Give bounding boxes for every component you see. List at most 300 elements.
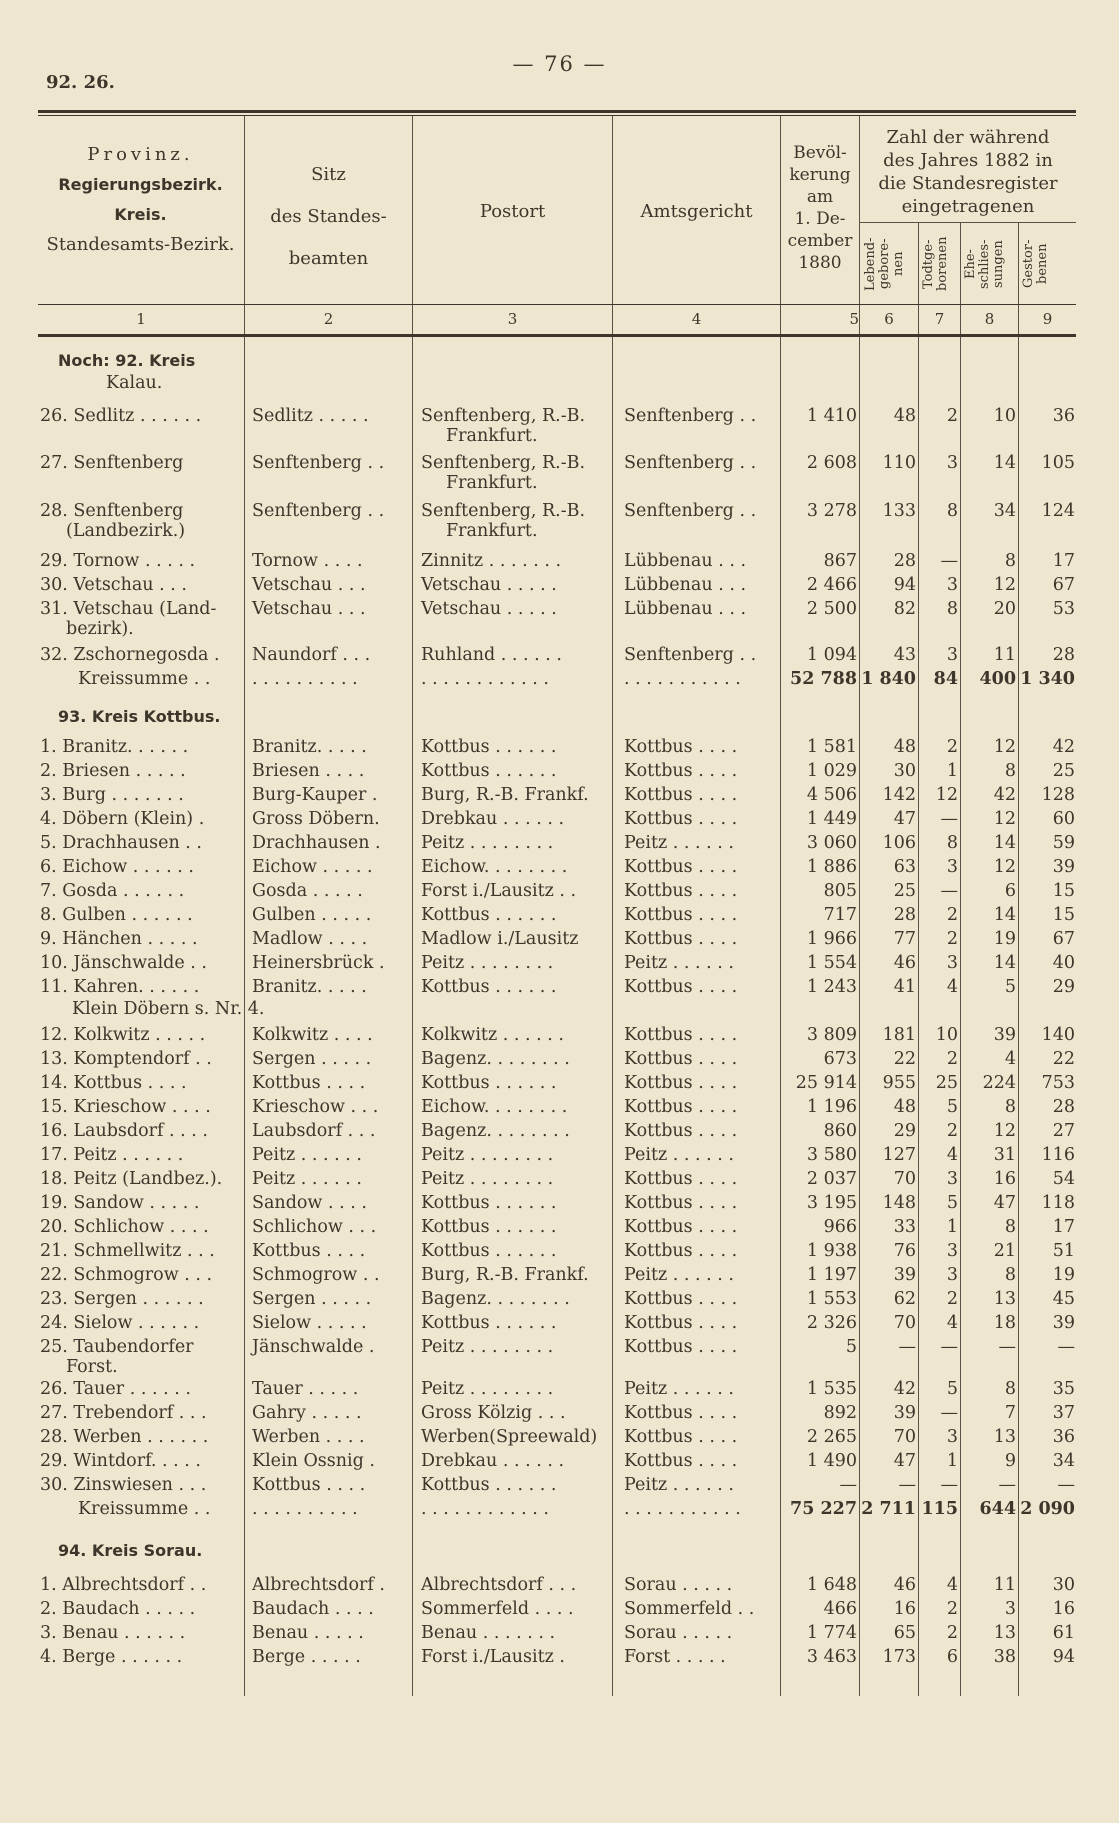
sum-cell: 84: [933, 669, 958, 689]
table-cell: Kottbus . . . .: [252, 1475, 366, 1495]
header-province-l3: Kreis.: [114, 205, 167, 224]
table-cell: 2 037: [806, 1169, 857, 1189]
table-cell: 28: [893, 551, 916, 571]
table-cell: 8. Gulben . . . . . .: [40, 905, 193, 925]
table-cell: Krieschow . . .: [252, 1097, 379, 1117]
header-todtgeborene: Todtge-borenen: [921, 236, 950, 292]
table-cell: 1 554: [806, 953, 857, 973]
table-cell: 7. Gosda . . . . . .: [40, 881, 185, 901]
table-cell: Kottbus . . . .: [624, 857, 738, 877]
table-cell: 8: [946, 833, 958, 853]
table-cell: —: [898, 1337, 916, 1357]
table-cell: 36: [1052, 406, 1075, 426]
table-cell: 118: [1041, 1193, 1075, 1213]
table-cell: 4: [946, 1575, 958, 1595]
header-bev-l4: 1. De-: [794, 209, 846, 229]
table-cell: 29. Tornow . . . . .: [40, 551, 196, 571]
header-bev-l3: am: [806, 187, 834, 207]
section-heading: Noch: 92. Kreis: [58, 351, 196, 370]
table-cell: 3: [946, 1427, 958, 1447]
table-cell: Senftenberg . .: [624, 645, 757, 665]
table-cell: 30: [1052, 1575, 1075, 1595]
header-sitz-l2: des Standes-: [270, 206, 387, 227]
table-cell: 2 608: [806, 453, 857, 473]
table-cell: 18. Peitz (Landbez.).: [40, 1169, 223, 1189]
table-cell: Gross Kölzig . . .: [421, 1403, 566, 1423]
header-bev-l5: cember: [787, 231, 853, 251]
table-cell: 25: [1052, 761, 1075, 781]
table-cell: Kottbus . . . . . .: [421, 1313, 557, 1333]
table-cell: 47: [893, 809, 916, 829]
sum-cell: 52 788: [790, 669, 857, 689]
table-cell: 67: [1052, 575, 1075, 595]
table-cell: 1 243: [806, 977, 857, 997]
header-province-l1: Provinz.: [87, 144, 194, 165]
table-cell: 12: [993, 737, 1016, 757]
table-cell: 1 553: [806, 1289, 857, 1309]
table-cell: 673: [823, 1049, 857, 1069]
table-cell: 23. Sergen . . . . . .: [40, 1289, 204, 1309]
table-cell: 7: [1004, 1403, 1016, 1423]
header-lebendgeborene: Lebend-gebore-nen: [863, 237, 906, 291]
column-number: 9: [1042, 310, 1053, 328]
table-cell: 32. Zschornegosda .: [40, 645, 220, 665]
table-cell: 16: [893, 1599, 916, 1619]
table-cell: 36: [1052, 1427, 1075, 1447]
table-cell: Senftenberg . .: [252, 453, 385, 473]
table-cell: 4: [946, 1313, 958, 1333]
table-cell: —: [940, 881, 958, 901]
table-cell: 19. Sandow . . . . .: [40, 1193, 200, 1213]
table-cell: 21. Schmellwitz . . .: [40, 1241, 215, 1261]
table-cell: 8: [1004, 1097, 1016, 1117]
column-divider: [612, 116, 613, 1696]
table-cell: 12: [993, 857, 1016, 877]
table-cell: Vetschau . . . . .: [421, 575, 557, 595]
table-cell: 224: [982, 1073, 1016, 1093]
table-cell: Kottbus . . . .: [624, 1403, 738, 1423]
table-cell: Kottbus . . . .: [624, 1241, 738, 1261]
table-cell: 2 265: [806, 1427, 857, 1447]
table-cell: 8: [1004, 1217, 1016, 1237]
table-cell: Kottbus . . . .: [624, 1337, 738, 1357]
table-cell: 14: [993, 905, 1016, 925]
table-cell: 14: [993, 833, 1016, 853]
table-cell: 19: [993, 929, 1016, 949]
table-cell: Kottbus . . . . . .: [421, 1217, 557, 1237]
table-cell: Sommerfeld . . . .: [421, 1599, 574, 1619]
table-cell: 17: [1052, 551, 1075, 571]
table-cell: 31: [993, 1145, 1016, 1165]
table-cell: 28: [893, 905, 916, 925]
table-cell: Peitz . . . . . .: [252, 1169, 362, 1189]
table-cell: Branitz. . . . .: [252, 977, 367, 997]
table-cell: 105: [1041, 453, 1075, 473]
table-cell: 31. Vetschau (Land-: [40, 599, 217, 619]
header-gestorbene: Gestor-benen: [1021, 239, 1050, 289]
table-cell: 34: [993, 501, 1016, 521]
table-cell: 4. Döbern (Klein) .: [40, 809, 205, 829]
table-cell: 1 774: [806, 1623, 857, 1643]
table-cell: 3: [946, 1169, 958, 1189]
table-cell: Kottbus . . . .: [624, 1313, 738, 1333]
table-cell: 47: [893, 1451, 916, 1471]
table-cell: Gosda . . . . .: [252, 881, 363, 901]
table-cell: 15: [1052, 881, 1075, 901]
section-heading: 94. Kreis Sorau.: [58, 1541, 203, 1560]
table-cell: Kottbus . . . .: [252, 1073, 366, 1093]
table-cell: Klein Ossnig .: [252, 1451, 375, 1471]
table-cell-continuation: (Landbezirk.): [66, 521, 186, 541]
table-cell: 1: [946, 1451, 958, 1471]
table-cell: 10: [993, 406, 1016, 426]
table-cell: 94: [1052, 1647, 1075, 1667]
table-cell: Kottbus . . . .: [624, 737, 738, 757]
table-cell: 4: [946, 977, 958, 997]
header-bev-l2: kerung: [789, 165, 851, 185]
table-cell: 5: [1004, 977, 1016, 997]
table-cell: 3 463: [806, 1647, 857, 1667]
table-cell: 1 490: [806, 1451, 857, 1471]
table-cell: 29. Wintdorf. . . . .: [40, 1451, 201, 1471]
table-cell: Kottbus . . . .: [624, 809, 738, 829]
table-cell: 5: [845, 1337, 857, 1357]
table-cell: Kottbus . . . . . .: [421, 761, 557, 781]
sum-cell: . . . . . . . . . .: [252, 669, 358, 689]
table-cell: 13: [993, 1289, 1016, 1309]
table-cell: Benau . . . . . . .: [421, 1623, 556, 1643]
table-cell: 43: [893, 645, 916, 665]
header-bev-l1: Bevöl-: [793, 143, 847, 163]
header-postort: Postort: [479, 201, 546, 222]
table-cell: Kottbus . . . .: [252, 1241, 366, 1261]
table-cell: Eichow . . . . .: [252, 857, 373, 877]
table-cell: 1 886: [806, 857, 857, 877]
sum-cell: 115: [921, 1499, 958, 1519]
table-cell: 35: [1052, 1379, 1075, 1399]
table-cell: 77: [893, 929, 916, 949]
table-cell: Lübbenau . . .: [624, 551, 747, 571]
table-cell: 21: [993, 1241, 1016, 1261]
table-cell: Kottbus . . . .: [624, 1217, 738, 1237]
header-rule: [38, 304, 1076, 305]
table-cell: 24. Sielow . . . . . .: [40, 1313, 200, 1333]
table-cell: Peitz . . . . . . . .: [421, 1379, 554, 1399]
header-zahl-l2: des Jahres 1882 in: [883, 150, 1053, 171]
table-cell: Berge . . . . .: [252, 1647, 361, 1667]
table-cell: Werben(Spreewald): [421, 1427, 598, 1447]
table-cell: Kottbus . . . .: [624, 761, 738, 781]
table-cell: 40: [1052, 953, 1075, 973]
table-cell: 466: [823, 1599, 857, 1619]
table-cell: 6. Eichow . . . . . .: [40, 857, 194, 877]
table-cell: Kottbus . . . . . .: [421, 1193, 557, 1213]
table-cell: 1 648: [806, 1575, 857, 1595]
table-cell: 11: [993, 1575, 1016, 1595]
table-cell: Peitz . . . . . . . .: [421, 1145, 554, 1165]
table-cell: 3: [946, 1241, 958, 1261]
table-cell: Sommerfeld . .: [624, 1599, 755, 1619]
table-cell: Peitz . . . . . .: [624, 1475, 734, 1495]
table-cell: 30: [893, 761, 916, 781]
table-cell: Peitz . . . . . .: [624, 833, 734, 853]
table-cell: Kottbus . . . . . .: [421, 1475, 557, 1495]
table-cell: 48: [893, 737, 916, 757]
table-cell: 5. Drachhausen . .: [40, 833, 202, 853]
table-cell: 16. Laubsdorf . . . .: [40, 1121, 208, 1141]
table-cell: 181: [882, 1025, 916, 1045]
table-cell: Lübbenau . . .: [624, 575, 747, 595]
table-cell: 15. Krieschow . . . .: [40, 1097, 211, 1117]
table-cell-continuation: Forst.: [66, 1357, 118, 1377]
table-cell-continuation: Frankfurt.: [446, 521, 538, 541]
table-cell: 2: [946, 905, 958, 925]
table-cell: 3: [946, 857, 958, 877]
table-cell: Burg, R.-B. Frankf.: [421, 785, 589, 805]
table-cell: Kolkwitz . . . . . .: [421, 1025, 564, 1045]
column-number: 6: [884, 310, 894, 328]
table-cell: 47: [993, 1193, 1016, 1213]
table-cell: 10: [935, 1025, 958, 1045]
table-cell: Kottbus . . . . . .: [421, 737, 557, 757]
header-bev-l6: 1880: [798, 253, 842, 273]
table-cell: 3 580: [806, 1145, 857, 1165]
table-cell: Kottbus . . . .: [624, 905, 738, 925]
page-reference: 92. 26.: [46, 72, 115, 93]
table-cell: 61: [1052, 1623, 1075, 1643]
table-cell: 10. Jänschwalde . .: [40, 953, 207, 973]
column-number: 4: [691, 310, 702, 328]
table-cell: Kottbus . . . .: [624, 1193, 738, 1213]
table-cell: 133: [882, 501, 916, 521]
table-cell: Madlow . . . .: [252, 929, 368, 949]
top-rule: [38, 110, 1076, 116]
table-cell: 17. Peitz . . . . . .: [40, 1145, 184, 1165]
header-sitz: [245, 154, 412, 280]
table-cell: 110: [882, 453, 916, 473]
table-cell: 3: [946, 953, 958, 973]
header-zahl: [860, 126, 1076, 218]
table-cell: 2: [946, 1623, 958, 1643]
table-cell: Eichow. . . . . . . .: [421, 1097, 568, 1117]
table-cell: 67: [1052, 929, 1075, 949]
table-cell: Kottbus . . . . . .: [421, 1073, 557, 1093]
table-cell: 1 029: [806, 761, 857, 781]
table-cell: 25: [935, 1073, 958, 1093]
table-cell: 34: [1052, 1451, 1075, 1471]
table-cell: Kottbus . . . .: [624, 977, 738, 997]
table-cell: 30. Zinswiesen . . .: [40, 1475, 207, 1495]
table-cell: 148: [882, 1193, 916, 1213]
table-cell: Kottbus . . . .: [624, 1169, 738, 1189]
table-cell: 892: [823, 1403, 857, 1423]
header-sitz-l3: beamten: [288, 248, 369, 269]
table-cell: 2: [946, 1049, 958, 1069]
table-cell: 45: [1052, 1289, 1075, 1309]
table-cell: 22. Schmogrow . . .: [40, 1265, 213, 1285]
table-cell: 3. Burg . . . . . . .: [40, 785, 184, 805]
sum-cell: . . . . . . . . . . .: [624, 669, 741, 689]
header-province-l4: Standesamts-Bezirk.: [46, 234, 235, 255]
table-cell: 1 535: [806, 1379, 857, 1399]
sum-cell: . . . . . . . . . .: [252, 1499, 358, 1519]
table-cell: 28: [1052, 1097, 1075, 1117]
table-cell: 22: [893, 1049, 916, 1069]
table-cell: 65: [893, 1623, 916, 1643]
table-cell: Sergen . . . . .: [252, 1289, 372, 1309]
table-cell: 39: [893, 1265, 916, 1285]
table-cell: 867: [823, 551, 857, 571]
table-cell: 173: [882, 1647, 916, 1667]
table-cell: 17: [1052, 1217, 1075, 1237]
table-cell: 5: [946, 1379, 958, 1399]
table-cell: 27. Senftenberg: [40, 453, 184, 473]
table-cell: —: [998, 1337, 1016, 1357]
table-cell: 1 449: [806, 809, 857, 829]
table-cell: 2: [946, 737, 958, 757]
table-cell: 12: [993, 809, 1016, 829]
table-cell: 13: [993, 1623, 1016, 1643]
table-cell: Sergen . . . . .: [252, 1049, 372, 1069]
table-cell: 70: [893, 1427, 916, 1447]
header-province: [38, 140, 243, 260]
table-cell: 33: [893, 1217, 916, 1237]
table-cell: Sedlitz . . . . .: [252, 406, 369, 426]
table-cell: 19: [1052, 1265, 1075, 1285]
table-cell: 62: [893, 1289, 916, 1309]
table-cell: Kottbus . . . .: [624, 1073, 738, 1093]
table-cell: 25. Taubendorfer: [40, 1337, 194, 1357]
table-cell: Ruhland . . . . . .: [421, 645, 562, 665]
header-zahl-l1: Zahl der während: [886, 127, 1050, 148]
table-cell: Drebkau . . . . . .: [421, 1451, 565, 1471]
table-cell: 1 938: [806, 1241, 857, 1261]
table-cell: 966: [823, 1217, 857, 1237]
table-cell: Tauer . . . . .: [252, 1379, 359, 1399]
table-cell: 140: [1041, 1025, 1075, 1045]
table-cell: 26. Sedlitz . . . . . .: [40, 406, 202, 426]
table-cell: Peitz . . . . . .: [624, 1145, 734, 1165]
table-cell: 3 278: [806, 501, 857, 521]
table-cell: 8: [946, 599, 958, 619]
table-cell: Forst i./Lausitz . .: [421, 881, 577, 901]
table-cell: Drebkau . . . . . .: [421, 809, 565, 829]
column-number: 5: [849, 310, 859, 328]
table-cell: 142: [882, 785, 916, 805]
table-cell: Burg-Kauper .: [252, 785, 378, 805]
table-cell: Baudach . . . .: [252, 1599, 374, 1619]
table-cell-continuation: Frankfurt.: [446, 473, 538, 493]
table-cell: Kottbus . . . .: [624, 881, 738, 901]
table-cell: 1 094: [806, 645, 857, 665]
header-eheschliessungen: Ehe-schlies-sungen: [963, 239, 1006, 289]
table-cell: 48: [893, 1097, 916, 1117]
table-cell: Peitz . . . . . . . .: [421, 953, 554, 973]
table-cell: 4 506: [806, 785, 857, 805]
table-cell: Kottbus . . . .: [624, 1121, 738, 1141]
table-cell: 2. Baudach . . . . .: [40, 1599, 196, 1619]
table-cell: 2 466: [806, 575, 857, 595]
table-cell: 3 195: [806, 1193, 857, 1213]
column-number: 7: [934, 310, 945, 328]
table-cell: —: [940, 1403, 958, 1423]
table-cell: Madlow i./Lausitz: [421, 929, 579, 949]
table-cell: 2: [946, 1289, 958, 1309]
table-cell: 59: [1052, 833, 1075, 853]
table-cell: 12: [993, 575, 1016, 595]
header-province-l2: Regierungsbezirk.: [58, 175, 223, 194]
table-cell: 41: [893, 977, 916, 997]
table-cell: 1 581: [806, 737, 857, 757]
table-cell: Vetschau . . . . .: [421, 599, 557, 619]
table-cell: Forst . . . . .: [624, 1647, 726, 1667]
sum-cell: 1 340: [1020, 669, 1075, 689]
sum-cell: . . . . . . . . . . . .: [421, 669, 549, 689]
table-cell: Vetschau . . .: [252, 599, 366, 619]
table-cell: 42: [993, 785, 1016, 805]
table-cell: 16: [1052, 1599, 1075, 1619]
table-cell: 14: [993, 453, 1016, 473]
table-cell: Peitz . . . . . .: [624, 1265, 734, 1285]
table-cell: —: [940, 1475, 958, 1495]
table-cell: Kottbus . . . .: [624, 1049, 738, 1069]
table-cell: 42: [1052, 737, 1075, 757]
table-cell: Laubsdorf . . .: [252, 1121, 376, 1141]
header-zahl-l4: eingetragenen: [901, 196, 1035, 217]
table-cell: 4. Berge . . . . . .: [40, 1647, 183, 1667]
table-cell: Kottbus . . . .: [624, 1025, 738, 1045]
table-cell: 3: [946, 453, 958, 473]
sum-cell: 644: [979, 1499, 1016, 1519]
table-cell: 1 410: [806, 406, 857, 426]
table-cell: 39: [993, 1025, 1016, 1045]
table-cell: 2 500: [806, 599, 857, 619]
column-number: 1: [136, 310, 146, 328]
table-cell: Schlichow . . .: [252, 1217, 377, 1237]
table-cell: 11: [993, 645, 1016, 665]
table-cell: 5: [946, 1097, 958, 1117]
table-cell: 1 966: [806, 929, 857, 949]
table-cell: 116: [1041, 1145, 1075, 1165]
table-cell: Peitz . . . . . . . .: [421, 833, 554, 853]
table-cell-continuation: bezirk).: [66, 619, 134, 639]
table-cell: 3: [1004, 1599, 1016, 1619]
table-cell: 28. Senftenberg: [40, 501, 184, 521]
table-cell: 46: [893, 1575, 916, 1595]
sum-cell: Kreissumme . .: [78, 1499, 211, 1519]
table-cell: Kolkwitz . . . .: [252, 1025, 373, 1045]
table-cell: 2: [946, 929, 958, 949]
table-cell: Bagenz. . . . . . . .: [421, 1289, 570, 1309]
table-cell: 1. Branitz. . . . . .: [40, 737, 189, 757]
table-cell: Lübbenau . . .: [624, 599, 747, 619]
table-cell: 70: [893, 1169, 916, 1189]
table-cell: 29: [1052, 977, 1075, 997]
column-divider: [412, 116, 413, 1696]
sum-cell: 75 227: [790, 1499, 857, 1519]
table-cell: Kottbus . . . .: [624, 1451, 738, 1471]
table-cell: 9. Hänchen . . . . .: [40, 929, 198, 949]
table-cell: Bagenz. . . . . . . .: [421, 1121, 570, 1141]
table-cell: —: [839, 1475, 857, 1495]
header-sitz-l1: Sitz: [311, 164, 346, 185]
column-number: 8: [984, 310, 995, 328]
cross-reference-note: Klein Döbern s. Nr. 4.: [72, 999, 265, 1019]
table-cell: 39: [893, 1403, 916, 1423]
table-cell: 1 196: [806, 1097, 857, 1117]
table-cell: Werben . . . .: [252, 1427, 365, 1447]
table-cell: Kottbus . . . .: [624, 1427, 738, 1447]
